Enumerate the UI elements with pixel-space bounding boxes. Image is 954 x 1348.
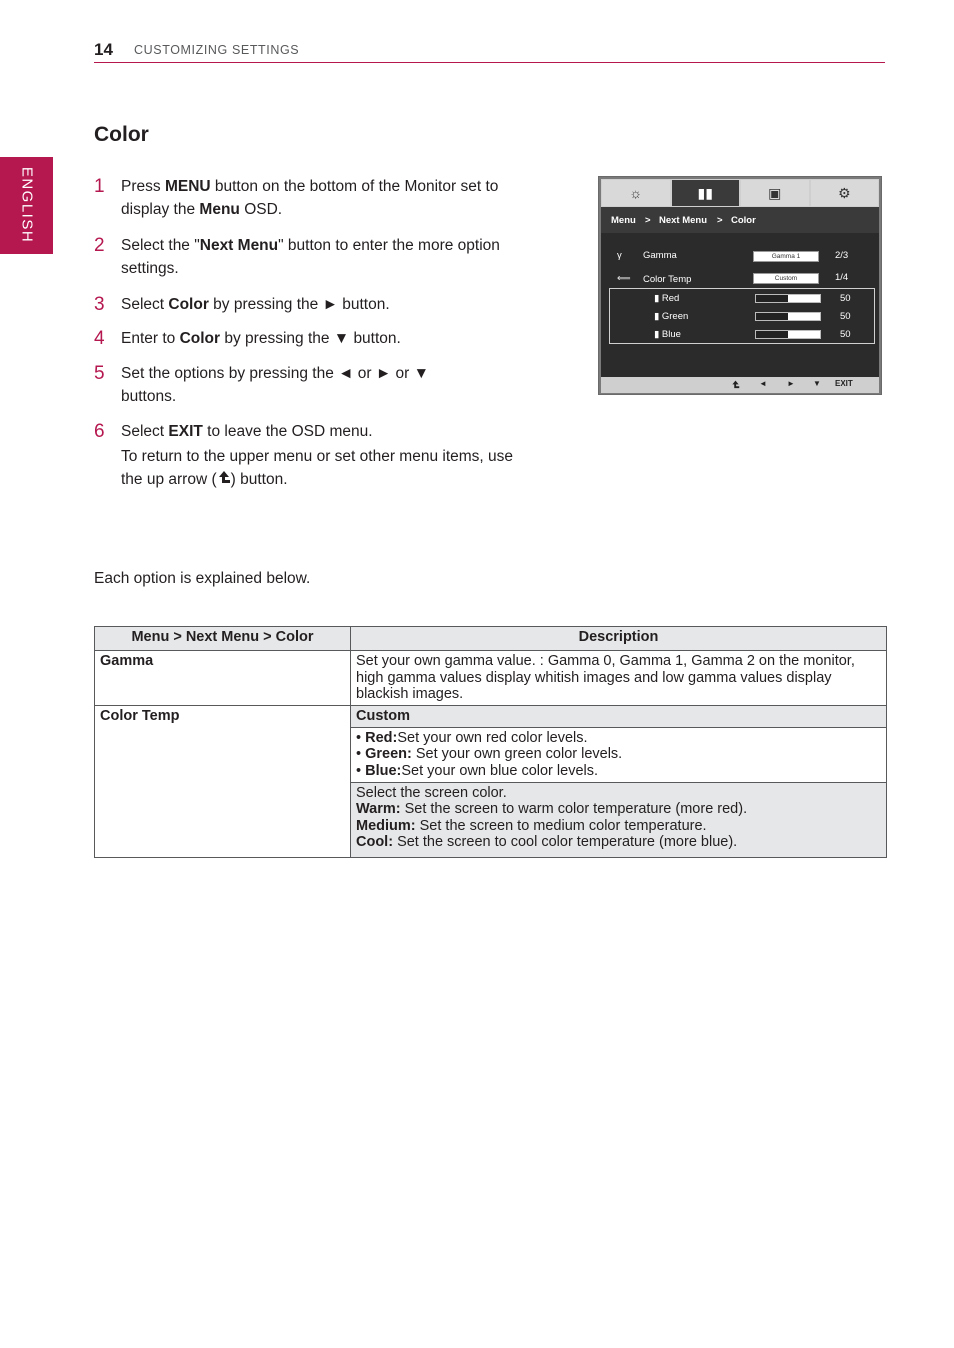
osd-channel-value: 50 [840,329,851,340]
option-subheading: Custom [356,708,410,724]
osd-row-label: Gamma [643,250,677,261]
brightness-icon: ☼ [602,180,670,206]
language-tab-label: ENGLISH [18,166,36,244]
picture-icon: ▮▮ [672,180,740,206]
table-row [95,706,887,728]
language-tab [0,157,53,254]
header-rule [94,62,885,63]
section-title: Color [94,123,149,146]
color-temp-icon: ⟸ [617,273,631,284]
osd-body [601,233,879,377]
table-header: Description [351,627,887,651]
step-number: 2 [94,235,105,256]
step-text: Enter to Color by pressing the ▼ button. [121,330,401,347]
step-number: 4 [94,328,105,349]
screen-color-options: Select the screen color. Warm: Set the screen to warm color temperature (more red). Medium: Set the screen to medium color temperature. Cool: Set the screen to cool color temperature (more blue). [351,782,887,857]
osd-row-value: Custom [753,273,819,284]
step-number: 3 [94,294,105,315]
running-head: CUSTOMIZING SETTINGS [134,43,300,57]
osd-channel-label: ▮ Green [654,311,689,322]
osd-channel-bar [755,330,821,339]
right-arrow-icon: ► [787,379,795,388]
osd-breadcrumb: Menu > Next Menu > Color [601,207,879,233]
step-text: Select EXIT to leave the OSD menu. [121,423,373,440]
settings-icon: ⚙ [811,180,879,206]
up-arrow-icon [217,470,231,486]
step-text: Set the options by pressing the ◄ or ► or ▼ buttons. [121,365,429,405]
osd-row-fraction: 1/4 [835,272,849,283]
option-name: Gamma [100,653,154,669]
step-text: Select Color by pressing the ► button. [121,296,390,313]
custom-options: • Red:Set your own red color levels. • Green: Set your own green color levels. • Blue:Set your own blue color levels. [351,727,887,782]
option-name: Color Temp [100,708,180,724]
step-text: Select the "Next Menu" button to enter the more option settings. [121,237,500,277]
gamma-icon: γ [617,250,622,261]
exit-label: EXIT [835,379,853,388]
options-table [94,626,887,858]
osd-screenshot [598,176,882,395]
step-text: Press MENU button on the bottom of the Monitor set to display the Menu OSD. [121,178,499,218]
osd-channel-label: ▮ Red [654,293,680,304]
table-header: Menu > Next Menu > Color [95,627,351,651]
page-number: 14 [94,40,113,59]
osd-row-fraction: 2/3 [835,250,849,261]
osd-row-value: Gamma 1 [753,251,819,262]
osd-rgb-group [609,288,875,344]
osd-row-label: Color Temp [643,274,692,285]
step-number: 6 [94,421,105,442]
step-number: 5 [94,363,105,384]
option-description: Set your own gamma value. : Gamma 0, Gamma 1, Gamma 2 on the monitor, high gamma values display whitish images and low gamma values display blackish images. [351,651,887,706]
osd-channel-bar [755,294,821,303]
osd-channel-value: 50 [840,311,851,322]
screen-icon: ▣ [741,180,809,206]
step-note: To return to the upper menu or set other menu items, use the up arrow ( ) button. [121,448,514,488]
down-arrow-icon: ▼ [813,379,821,388]
table-row [95,651,887,706]
osd-footer [601,377,879,393]
intro-text: Each option is explained below. [94,570,311,587]
osd-channel-bar [755,312,821,321]
up-arrow-icon [731,380,740,390]
osd-channel-label: ▮ Blue [654,329,681,340]
osd-icon-bar [601,179,879,207]
step-number: 1 [94,176,105,197]
left-arrow-icon: ◄ [759,379,767,388]
osd-channel-value: 50 [840,293,851,304]
